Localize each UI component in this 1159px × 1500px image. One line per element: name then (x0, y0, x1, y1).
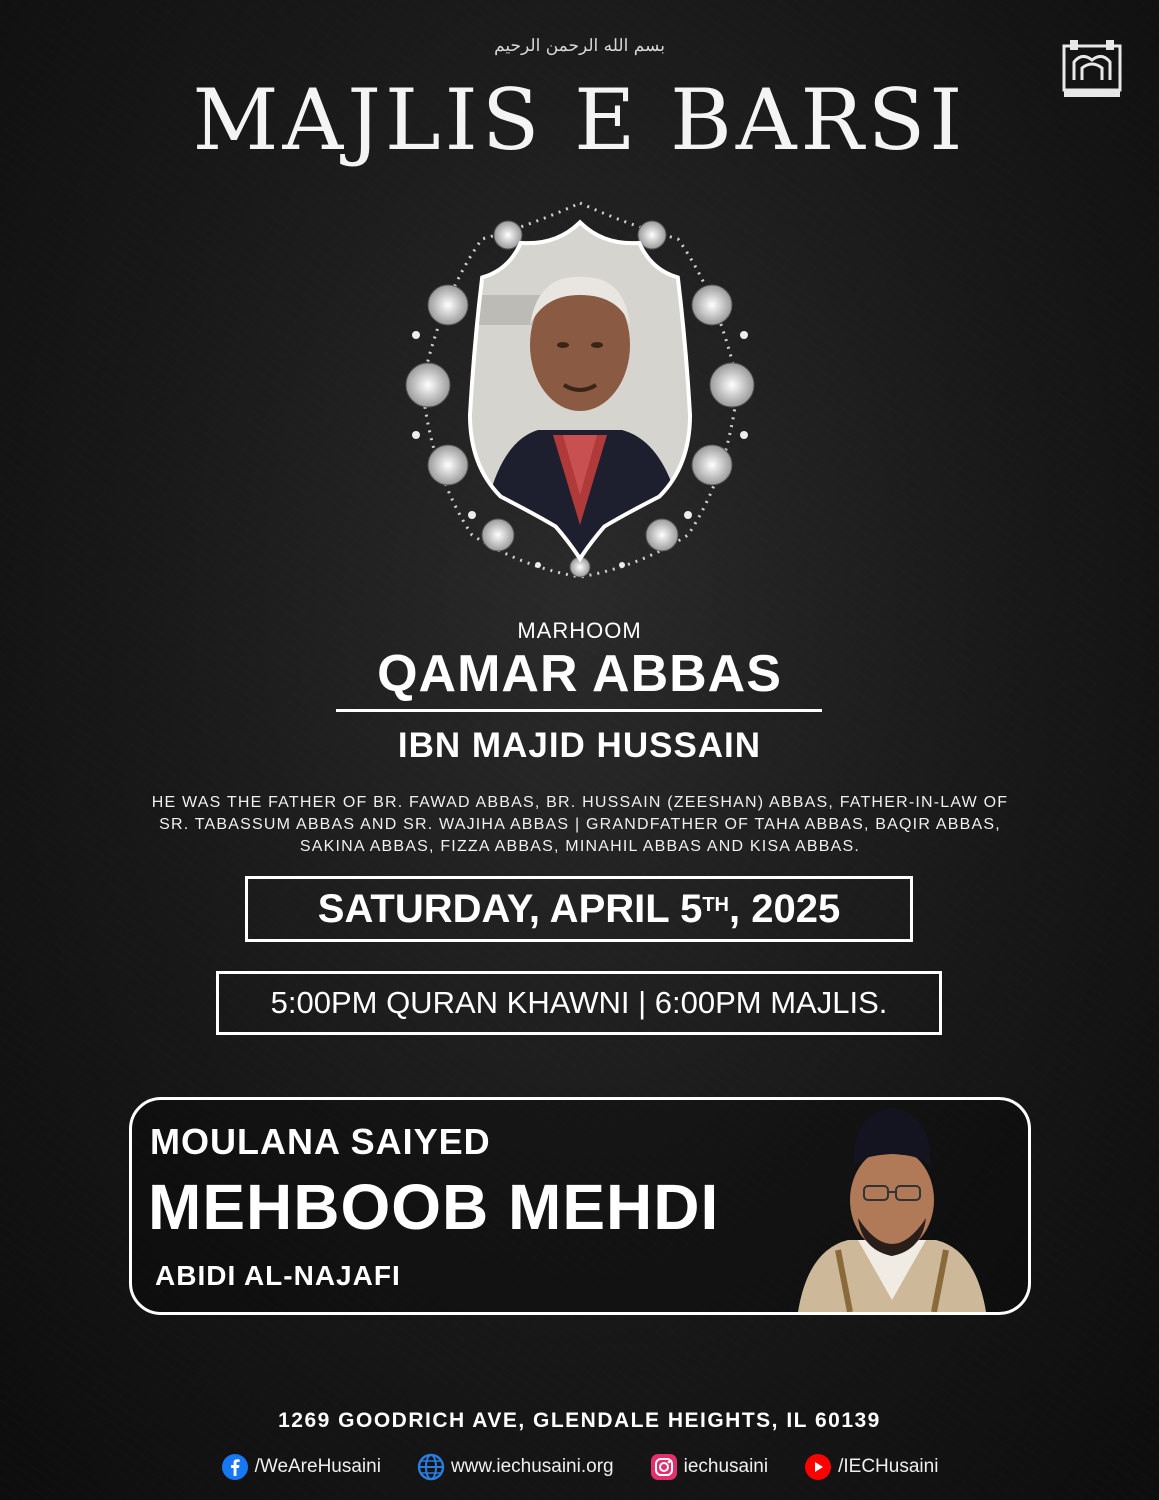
page-title: MAJLIS E BARSI (192, 71, 967, 169)
social-links (0, 1452, 1159, 1482)
speaker-portrait (798, 1100, 986, 1312)
deceased-prefix: MARHOOM (517, 618, 642, 643)
speaker-prefix: MOULANA SAIYED (150, 1121, 491, 1162)
venue-address: 1269 GOODRICH AVE, GLENDALE HEIGHTS, IL 60139 (278, 1409, 881, 1432)
speaker-name: MEHBOOB MEHDI (148, 1171, 720, 1243)
social-youtube[interactable] (804, 1453, 938, 1481)
globe-icon (417, 1453, 445, 1481)
name-underline (336, 709, 822, 712)
speaker-suffix: ABIDI AL-NAJAFI (155, 1260, 401, 1291)
date-main: SATURDAY, APRIL 5 (317, 886, 703, 931)
youtube-handle: /IECHusaini (838, 1456, 939, 1477)
description-line: HE WAS THE FATHER OF BR. FAWAD ABBAS, BR. HUSSAIN (ZEESHAN) ABBAS, FATHER-IN-LAW OF (151, 794, 1009, 811)
facebook-icon (221, 1453, 249, 1481)
description-line: SAKINA ABBAS, FIZZA ABBAS, MINAHIL ABBAS AND KISA ABBAS. (299, 838, 861, 855)
date-ordinal: TH (702, 893, 729, 916)
facebook-handle: /WeAreHusaini (254, 1456, 381, 1477)
deceased-name: QAMAR ABBAS (377, 645, 782, 703)
description-line: SR. TABASSUM ABBAS AND SR. WAJIHA ABBAS | GRANDFATHER OF TAHA ABBAS, BAQIR ABBAS, (159, 816, 1001, 833)
family-description (100, 792, 1060, 858)
instagram-handle: iechusaini (683, 1456, 769, 1477)
social-instagram[interactable] (650, 1453, 769, 1481)
instagram-icon (650, 1453, 678, 1481)
youtube-icon (804, 1453, 832, 1481)
website-url: www.iechusaini.org (450, 1456, 614, 1477)
social-facebook[interactable] (221, 1453, 381, 1481)
social-website[interactable] (417, 1453, 614, 1481)
event-date (245, 876, 913, 942)
deceased-parentage: IBN MAJID HUSSAIN (397, 726, 762, 765)
memorial-portrait-frame (388, 195, 772, 580)
bismillah-calligraphy: بسم الله الرحمن الرحيم (494, 36, 665, 56)
event-times: 5:00PM QURAN KHAWNI | 6:00PM MAJLIS. (216, 971, 942, 1035)
date-year: , 2025 (728, 886, 841, 931)
